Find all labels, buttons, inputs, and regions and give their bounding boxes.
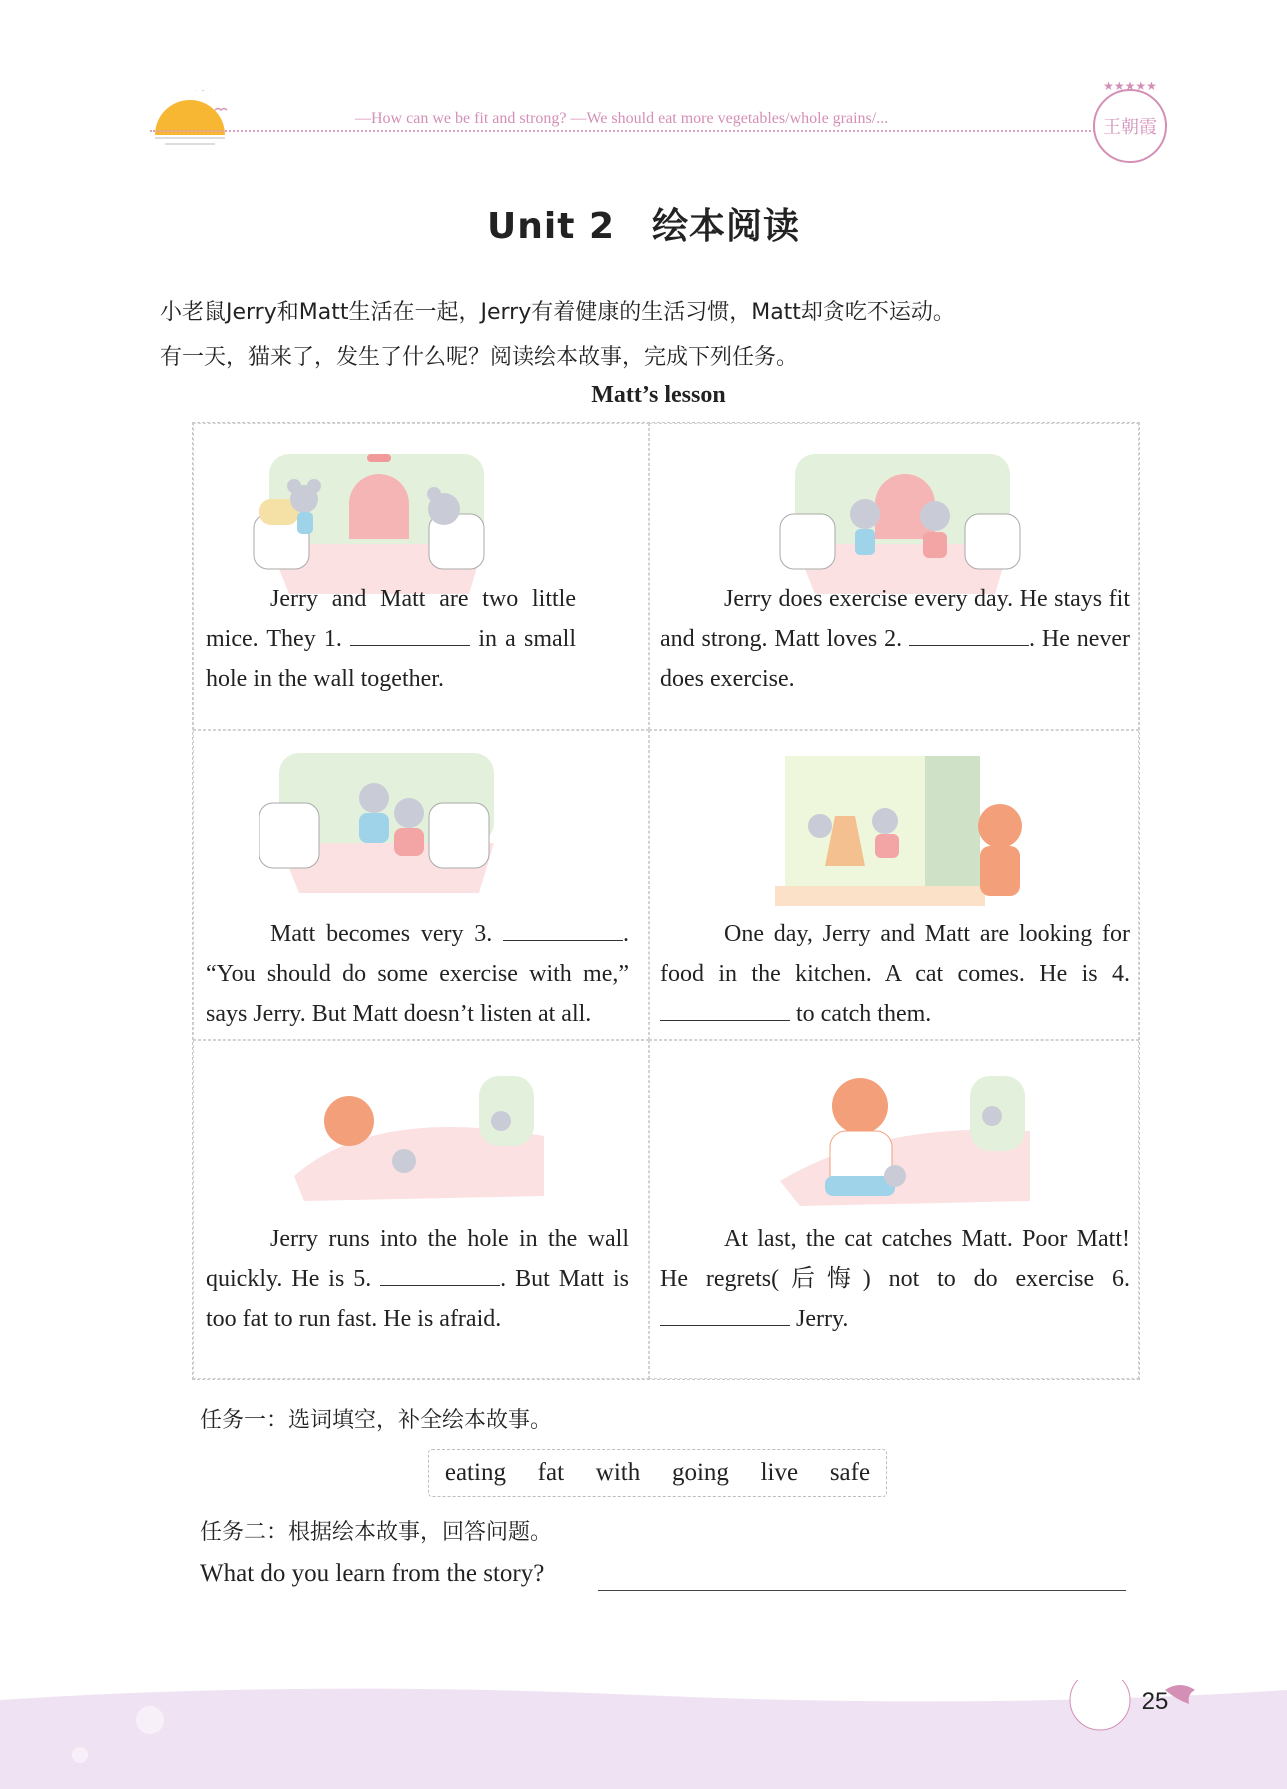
story-title: Matt’s lesson (591, 382, 726, 408)
panel-6-illustration (780, 1061, 1030, 1221)
page-header (0, 0, 1287, 170)
page-title: Unit 2 绘本阅读 (487, 206, 800, 247)
word-bank-item: eating (444, 1459, 506, 1486)
word-bank-item: with (595, 1459, 641, 1486)
header-rule (150, 130, 1095, 132)
panel-1-text: Jerry and Matt are two little mice. They 1. in a small hole in the wall together. (206, 586, 577, 692)
intro-line-1: 小老鼠Jerry和Matt生活在一起，Jerry有着健康的生活习惯，Matt却贪吃不运动。 (160, 300, 955, 325)
header-tagline: —How can we be fit and strong? —We should eat more vegetables/whole grains/... (355, 110, 889, 127)
story-panel-3 (193, 730, 649, 1040)
picture-book-grid (192, 422, 1140, 1380)
panel-3-text: Matt becomes very 3. . “You should do some exercise with me,” says Jerry. But Matt doesn’t listen at all. (206, 914, 629, 1034)
story-panel-2 (649, 423, 1139, 730)
word-bank (428, 1449, 887, 1497)
intro-line-2: 有一天，猫来了，发生了什么呢？阅读绘本故事，完成下列任务。 (160, 345, 799, 370)
answer-blank-2[interactable] (909, 623, 1029, 646)
answer-blank-3[interactable] (503, 918, 623, 941)
task-two-instruction: 任务二：根据绘本故事，回答问题。 (200, 1520, 553, 1545)
answer-blank-4[interactable] (660, 998, 790, 1021)
panel-5-illustration (294, 1066, 544, 1216)
answer-blank-5[interactable] (380, 1263, 500, 1286)
answer-blank-6[interactable] (660, 1303, 790, 1326)
svg-text:★★★★★: ★★★★★ (1103, 79, 1157, 93)
panel-2-text: Jerry does exercise every day. He stays fit and strong. Matt loves 2. . He never does exercise. (660, 586, 1131, 692)
panel-3-illustration (259, 743, 509, 903)
word-bank-item: going (671, 1459, 729, 1486)
word-bank-item: safe (829, 1459, 871, 1486)
story-panel-5 (193, 1040, 649, 1379)
word-bank-item: live (760, 1459, 799, 1486)
story-panel-4 (649, 730, 1139, 1040)
page-footer (0, 1680, 1287, 1789)
answer-blank-1[interactable] (350, 623, 470, 646)
panel-6-text: At last, the cat catches Matt. Poor Matt! He regrets(后悔) not to do exercise 6. Jerry. (660, 1226, 1130, 1332)
question-text: What do you learn from the story? (200, 1560, 545, 1587)
story-panel-1 (193, 423, 649, 730)
page-number: 25 (1141, 1688, 1169, 1715)
brand-name: 王朝霞 (1103, 117, 1157, 138)
question-answer-line[interactable] (598, 1590, 1126, 1591)
story-panel-6 (649, 1040, 1139, 1379)
sunrise-icon (155, 90, 245, 150)
panel-5-text: Jerry runs into the hole in the wall quickly. He is 5. . But Matt is too fat to run fast. He is afraid. (206, 1226, 629, 1332)
task-one-instruction: 任务一：选词填空，补全绘本故事。 (200, 1408, 553, 1433)
brand-emblem-icon (1085, 78, 1175, 168)
panel-4-illustration (775, 746, 1035, 906)
word-bank-item: fat (537, 1459, 565, 1486)
panel-4-text: One day, Jerry and Matt are looking for food in the kitchen. A cat comes. He is 4. to catch them. (660, 921, 1130, 1027)
intro-paragraph (160, 290, 1170, 380)
